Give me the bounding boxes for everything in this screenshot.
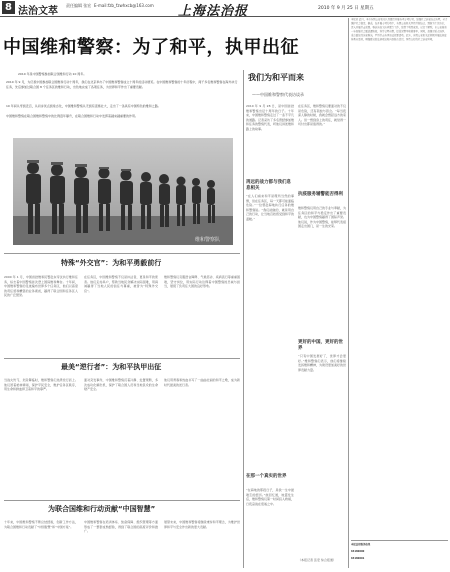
- sidebar-subhead: 在那一个真实的世界: [246, 474, 287, 479]
- credits-line-1: 责任编辑 张宏: [66, 3, 92, 8]
- hotline-title: 本报法律服务热线: [351, 543, 371, 546]
- sidebar-column: “在人们看来和平是理所当然的事情，但在任务区，每一天都可能面临危险。”一位曾赴海地执行任务的维和警察说。“我们能做的，就是用自己的行动，让当地百姓感受到和平的温暖。”: [246, 194, 294, 221]
- hotline-number: 64180001: [351, 557, 365, 560]
- sidebar-column: “在海地的那段日子，是我一生中最难忘的经历。”他回忆道，地震发生后，维和警察们第一时间投入救援，日夜奋战在废墟之中。: [246, 488, 294, 506]
- article-column: 面对突发事件，中国维和警察沉着冷静、处置果断，多次成功化解危机，保护了联合国人员和当地民众的生命财产安全。: [84, 378, 158, 392]
- far-right-column: 本报讯 近日，本市各级公安机关认真组织开展各项专项行动，加强社会治安综合治理，全力维护社会稳定。据悉，在开展专项行动中，各级公安机关坚持打防结合、预防为主的方针，深入开展打击犯罪、整治治安突出问题等工作，取得了明显成效。记者了解到，市公安局进一步加强社会面巡逻防控，科学合理布警，提高见警率和管事率。同时，加强对重点地区、重点部位的治安整治，严厉打击各类违法犯罪活动。此外，各级公安机关还积极开展法制宣传教育活动，增强群众的法制观念和自我防范意识，营造良好的社会治安环境。: [351, 18, 448, 41]
- section-rule: [4, 500, 240, 501]
- photo-caption: 维和警察队: [195, 237, 221, 243]
- sidebar-column: 在任务区，维和警察们要面对的不仅是危险，还有孤独与思念。“每当夜深人静的时候，我就会想起远方的家人。但一想到身上的责任，就觉得一切付出都是值得的。”: [298, 104, 346, 127]
- article-column: 当战火纷飞、危险降临时，维和警察们选择逆行而上。他们冒着枪林弹雨，保护平民安全，维护任务区秩序，用生命和鲜血捍卫着和平的尊严。: [4, 378, 78, 392]
- lead-paragraph: 中国维和警察在联合国维和警察中的比例逐年攀升，在联合国维和行动中发挥着越来越重要的作用。: [6, 114, 139, 118]
- main-headline: 中国维和警察：为了和平，执甲出征: [3, 37, 299, 58]
- article-column: 展望未来，中国维和警察将继续秉持和平理念，为维护世界和平与安全作出新的更大贡献。: [164, 520, 240, 529]
- page-number: 8: [2, 1, 15, 14]
- paper-logo: 上海法治报: [178, 4, 249, 19]
- sidebar-column: 维和警察们用自己的专业与奉献，为任务区的和平与稳定作出了重要贡献，也为中国警察赢得了国际声誉。他们说，作为中国警察，能够代表祖国走出国门，是一生的光荣。: [298, 206, 346, 229]
- article-column: 维和警察们克服语言障碍、气候恶劣、疾病流行等重重困难，坚守岗位，用实际行动诠释着中国警察的忠诚与担当，展现了负责任大国的良好形象。: [164, 275, 240, 289]
- section-rule: [4, 358, 240, 359]
- credits-line-2: E-mail:fzb_fzwhxcb@163.com: [94, 3, 154, 8]
- article-column: 中国维和警察在培训体系、装备保障、组织管理等方面形成了一整套成熟经验，得到了联合国的高度评价和推广。: [84, 520, 158, 534]
- section-title: 为联合国维和行动贡献“中国智慧”: [48, 505, 156, 513]
- lead-paragraph: 2010 年是中国警察参加联合国维和行动 10 周年。: [18, 72, 87, 76]
- article-column: 十年来，中国维和警察不断总结经验，创新工作方法，为联合国维和行动贡献了“中国智慧”和“中国方案”。: [4, 520, 78, 529]
- column-divider: [243, 70, 244, 568]
- sidebar-subhead: 更好的中国，更好的世界: [298, 340, 343, 351]
- lead-paragraph: 2010 年 9 月，为庆祝中国参加联合国维和行动十周年，我们在北京举办了中国维和警察成立十周年的活动展览。在中国维和警察的十年历程中，两千多名维和警察在海外执行任务，先后参加过联合国 8 个任务区的维和行动，出色地完成了各项任务，为世界和平作出了重要贡献。: [6, 80, 238, 89]
- column-divider: [348, 18, 349, 568]
- section-rule: [351, 540, 448, 541]
- section-title: 最美“逆行者”：为和平执甲出征: [61, 363, 162, 371]
- section-name: 法治文萃: [18, 6, 58, 17]
- article-column: 在任务区，中国维和警察不仅是执法者，更是和平的使者。他们走村串户，帮助当地民众解决实际困难，用真诚赢得了当地人民的信任与尊重，被誉为“特殊外交官”。: [84, 275, 158, 293]
- sidebar-subhead: 再远的战力都与我们息息相关: [246, 180, 291, 191]
- article-column: 他们用青春和热血书写了一曲曲壮丽的和平之歌，成为新时代最美的逆行者。: [164, 378, 240, 387]
- issue-date: 2010 年 9 月 25 日 星期五: [318, 6, 374, 11]
- article-column: 2000 年 1 月，中国首批维和民警赴东帝汶执行维和任务，标志着中国警察首次登上国际维和舞台。十年间，中国维和警察的足迹遍布世界多个任务区，他们以高度的责任感和精湛的业务素质，赢得了联合国和任务区人民的广泛赞誉。: [4, 275, 78, 298]
- section-title: 特殊“外交官”：为和平勇毅前行: [61, 259, 162, 267]
- sidebar-byline: （本报记者 张宏 综合报道）: [298, 558, 336, 562]
- sidebar-column: 2010 年 9 月 28 日，是中国首批维和警察出征十周年的日子。十年来，中国维和警察走过了一条不平凡的道路。记者采访了多名曾经参加维和任务的警察代表，听他们讲述维和路上的故事。: [246, 104, 294, 131]
- peacekeepers-photo: [13, 138, 233, 245]
- section-rule: [4, 253, 240, 254]
- sidebar-subtitle: ——中国维和警察代表访谈录: [252, 92, 304, 97]
- sidebar-subhead: 抗疫服务辅警能否得利: [298, 192, 343, 197]
- sidebar-column: “只有中国发展好了，世界才会更好。”维和警察们表示，他们将继续发扬维和精神，为建设更加美好的世界贡献力量。: [298, 354, 346, 372]
- lead-paragraph: 10 年间从零到近百，从初步试点到常态化，中国维和警察从无到有逐渐壮大，走出了一条具有中国特色的维和之路。: [6, 104, 161, 108]
- hotline-number: 64180000: [351, 550, 365, 553]
- sidebar-title: 我们为和平而来: [248, 73, 304, 82]
